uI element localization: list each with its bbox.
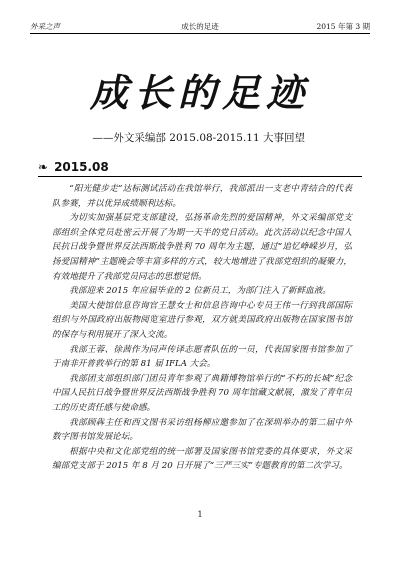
section-heading-label: 2015.08 [54,160,109,174]
section-heading [38,160,109,174]
header-left-text: 外采之声 [30,21,60,31]
section-rule [38,176,362,177]
paragraph: 我部顾犇主任和西文图书采访组杨柳应邀参加了在深圳举办的第二届中外数字图书馆发展论坛。 [52,417,352,443]
paragraph: 为切实加强基层党支部建设，弘扬革命先烈的爱国精神，外文采编部党支部组织全体党员赴密云开展了为期一天半的党日活动。此次活动以纪念中国人民抗日战争暨世界反法西斯战争胜利 70 周年为主题，通过“追忆峥嵘岁月，弘扬爱国精神”主题晚会等丰富多样的方式，较大地增进了我部党组织的凝聚力，有效地提升了我部党员同志的思想觉悟。 [52,213,352,282]
paragraph: 美国大使馆信息咨询官王慧女士和信息咨询中心专员王伟一行到我部国际组织与外国政府出版物阅览室进行参观，双方就美国政府出版物在国家图书馆的保存与利用展开了深入交流。 [52,300,352,340]
header-rule [30,33,370,34]
running-header [30,20,370,32]
section-mark-icon: ❧ [38,160,49,174]
paragraph: “阳光健步走”达标测试活动在我馆举行，我部派出一支老中青结合的代表队参赛，并以优异成绩顺利达标。 [52,184,352,209]
page-number: 1 [197,510,203,519]
paragraph: 我部迎来 2015 年应届毕业的 2 位新员工，为部门注入了新鲜血液。 [69,286,331,297]
paragraph: 根据中央和文化部党组的统一部署及国家图书馆党委的具体要求，外文采编部党支部于 2015 年 8 月 20 日开展了“三严三实”专题教育的第二次学习。 [52,446,352,472]
page-subtitle: ——外文采编部 2015.08-2015.11 大事回望 [92,132,305,144]
body-text [52,182,352,474]
header-right-text: 2015 年第 3 期 [316,21,370,31]
header-center-text: 成长的足迹 [181,21,219,31]
paragraph: 我部团支部组织部门团员青年参观了典籍博物馆举行的“不朽的长城”纪念中国人民抗日战争暨世界反法西斯战争胜利 70 周年馆藏文献展，激发了青年员工的历史责任感与使命感。 [52,373,352,413]
page-title: 成长的足迹 [89,70,310,115]
paragraph: 我部王蓉、徐茜作为同声传译志愿者队伍的一员，代表国家图书馆参加了于南非开普敦举行的第 81 届 IFLA 大会。 [52,344,352,370]
